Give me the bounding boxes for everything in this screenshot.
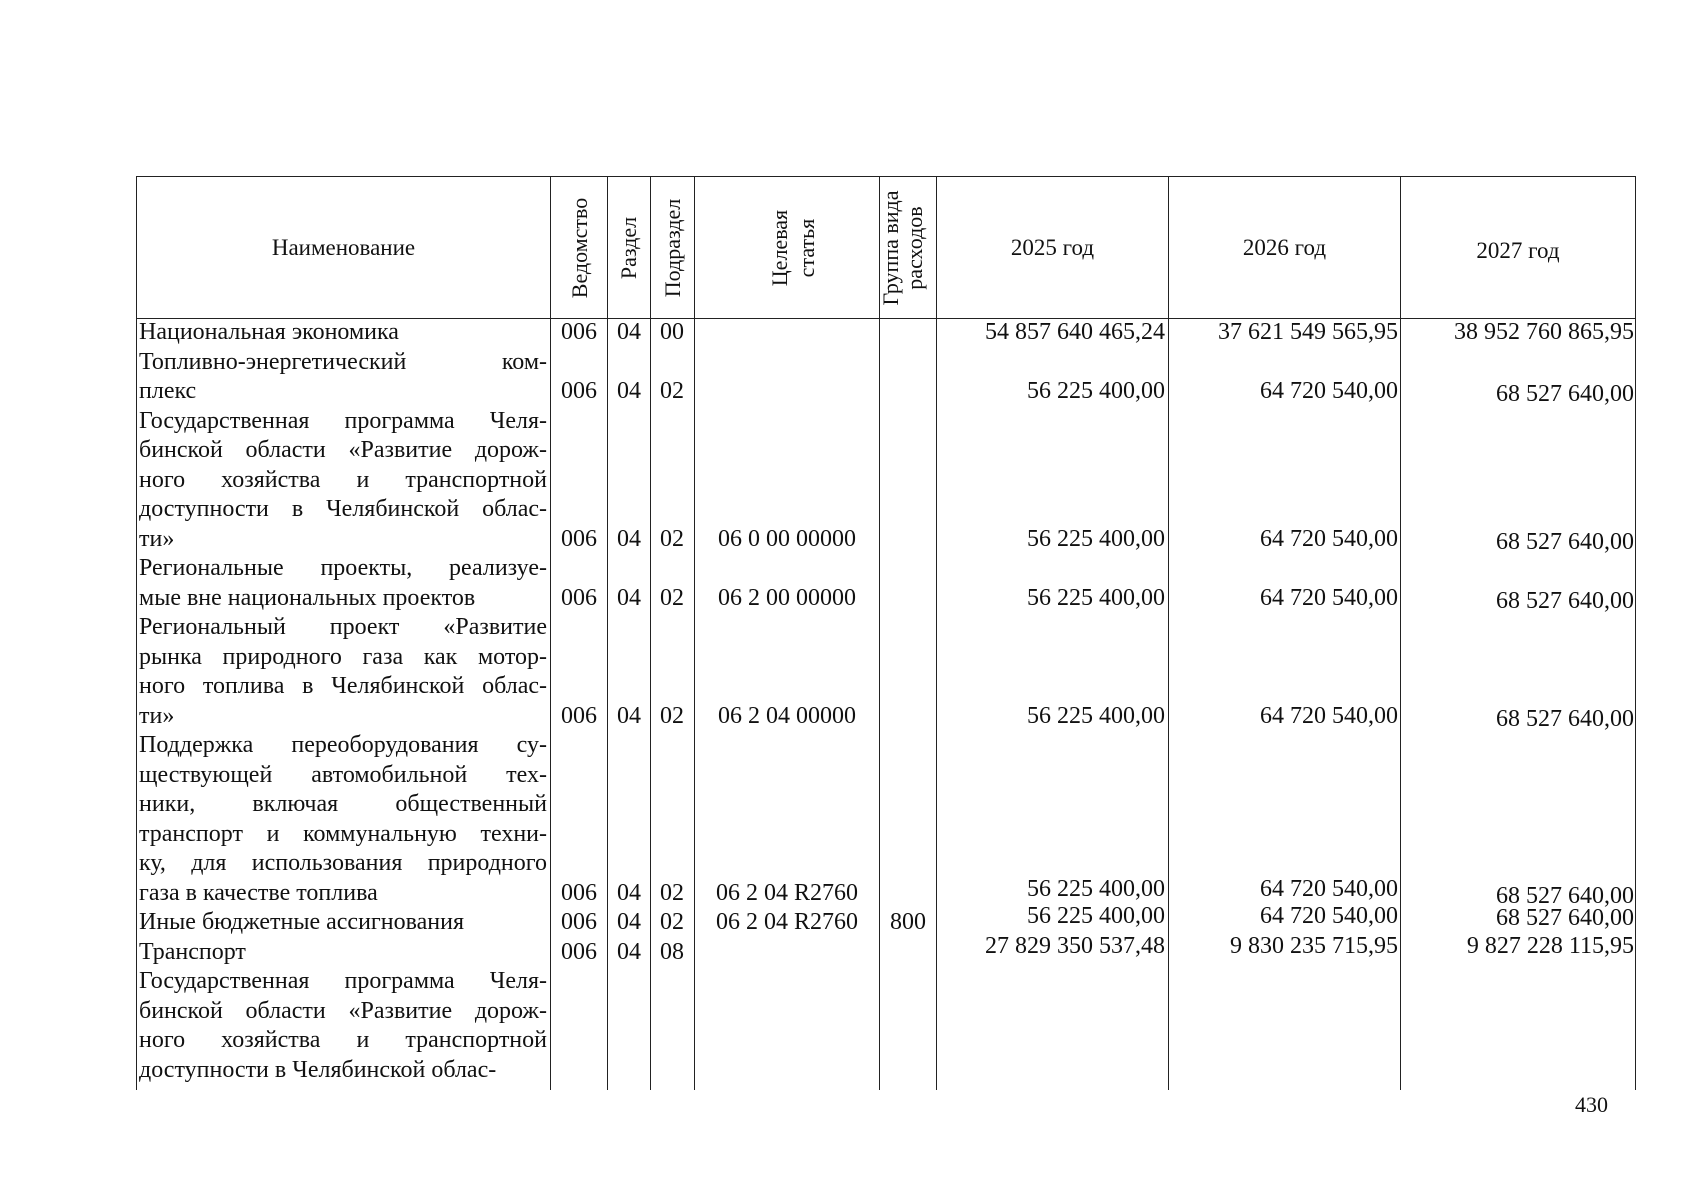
- row-subsection: 08: [660, 938, 684, 965]
- row-name-line: доступности в Челябинской облас-: [139, 1056, 497, 1083]
- header-subsection: Подраздел: [660, 198, 685, 298]
- row-name: [139, 407, 547, 555]
- col-divider-name: [550, 176, 551, 1090]
- row-name-line: мые вне национальных проектов: [139, 584, 476, 611]
- row-name-line: Поддержка переоборудования су-: [139, 732, 547, 758]
- header-section: Раздел: [616, 216, 641, 280]
- row-name-line: бинской области «Развитие дорож-: [139, 437, 547, 463]
- row-name-line: Региональный проект «Развитие: [139, 614, 547, 640]
- row-amount-2025: 27 829 350 537,48: [985, 932, 1165, 959]
- row-section: 04: [617, 909, 641, 935]
- row-amount-2026: 37 621 549 565,95: [1218, 319, 1398, 345]
- row-target-article: 06 2 00 00000: [718, 584, 856, 611]
- row-expense-group: 800: [890, 909, 926, 935]
- row-name-line: рынка природного газа как мотор-: [139, 643, 547, 670]
- header-2027: 2027 год: [1476, 237, 1560, 263]
- header-expense-group-line2: расходов: [902, 206, 927, 290]
- row-name-line: ти»: [139, 702, 175, 729]
- row-name-line: Топливно-энергетический ком-: [139, 348, 547, 375]
- row-department: 006: [561, 879, 597, 906]
- row-amount-2026: 64 720 540,00: [1260, 525, 1398, 552]
- row-name: [139, 908, 547, 938]
- row-name: [139, 318, 547, 348]
- row-name-line: ку, для использования природного: [139, 850, 547, 876]
- row-subsection: 02: [660, 909, 684, 935]
- row-name-line: Государственная программа Челя-: [139, 407, 547, 434]
- row-target-article: 06 0 00 00000: [718, 525, 856, 552]
- row-amount-2027: 68 527 640,00: [1496, 528, 1634, 555]
- header-expense-group-line1: Группа вида: [878, 190, 903, 306]
- row-name: [139, 967, 547, 1085]
- header-target-article-line2: статья: [794, 218, 819, 278]
- row-department: 006: [561, 378, 597, 404]
- row-section: 04: [617, 319, 641, 345]
- row-name-line: плекс: [139, 378, 197, 404]
- row-subsection: 00: [660, 319, 684, 345]
- row-name-line: Национальная экономика: [139, 319, 399, 345]
- row-section: 04: [617, 378, 641, 404]
- row-amount-2026: 64 720 540,00: [1260, 702, 1398, 729]
- row-name-line: ного топлива в Челябинской облас-: [139, 673, 547, 699]
- col-divider-section: [650, 176, 651, 1090]
- row-subsection: 02: [660, 702, 684, 729]
- col-divider-dept: [607, 176, 608, 1090]
- row-amount-2026: 64 720 540,00: [1260, 903, 1398, 929]
- row-amount-2025: 56 225 400,00: [1027, 702, 1165, 729]
- row-amount-2027: 38 952 760 865,95: [1454, 319, 1634, 345]
- row-name-line: ники, включая общественный: [139, 791, 547, 817]
- header-target-article-line1: Целевая: [767, 209, 792, 287]
- row-section: 04: [617, 879, 641, 906]
- row-section: 04: [617, 702, 641, 729]
- row-name-line: доступности в Челябинской облас-: [139, 496, 547, 522]
- header-name: Наименование: [271, 234, 416, 260]
- row-subsection: 02: [660, 525, 684, 552]
- row-name-line: ти»: [139, 525, 175, 552]
- row-amount-2026: 64 720 540,00: [1260, 875, 1398, 902]
- row-name-line: газа в качестве топлива: [139, 879, 378, 906]
- row-amount-2027: 9 827 228 115,95: [1466, 932, 1634, 959]
- row-subsection: 02: [660, 584, 684, 611]
- header-2025: 2025 год: [1010, 234, 1095, 260]
- row-section: 04: [617, 584, 641, 611]
- row-name-line: транспорт и коммунальную техни-: [139, 820, 547, 847]
- row-amount-2027: 68 527 640,00: [1496, 905, 1634, 931]
- row-department: 006: [561, 525, 597, 552]
- table-right-border: [1635, 176, 1636, 1090]
- row-subsection: 02: [660, 378, 684, 404]
- row-amount-2027: 68 527 640,00: [1496, 882, 1634, 909]
- row-amount-2027: 68 527 640,00: [1496, 587, 1634, 614]
- row-subsection: 02: [660, 879, 684, 906]
- row-amount-2025: 56 225 400,00: [1027, 378, 1165, 404]
- row-name-line: Региональные проекты, реализуе-: [139, 555, 547, 581]
- row-amount-2025: 56 225 400,00: [1027, 903, 1165, 929]
- row-name-line: ного хозяйства и транспортной: [139, 1027, 547, 1053]
- row-department: 006: [561, 909, 597, 935]
- row-name-line: Государственная программа Челя-: [139, 968, 547, 994]
- row-department: 006: [561, 584, 597, 611]
- row-amount-2026: 9 830 235 715,95: [1230, 932, 1398, 959]
- header-expense-group: [880, 177, 936, 318]
- row-name: [139, 938, 547, 968]
- row-name: [139, 613, 547, 731]
- row-name: [139, 554, 547, 613]
- header-department: Ведомство: [567, 197, 592, 299]
- row-amount-2026: 64 720 540,00: [1260, 584, 1398, 611]
- row-name-line: Транспорт: [139, 938, 246, 965]
- header-2026: 2026 год: [1242, 234, 1327, 260]
- row-name-line: бинской области «Развитие дорож-: [139, 997, 547, 1024]
- row-name-line: ществующей автомобильной тех-: [139, 761, 547, 788]
- row-name-line: Иные бюджетные ассигнования: [139, 909, 464, 935]
- row-section: 04: [617, 525, 641, 552]
- row-amount-2025: 56 225 400,00: [1027, 584, 1165, 611]
- row-name-line: ного хозяйства и транспортной: [139, 466, 547, 493]
- row-department: 006: [561, 702, 597, 729]
- row-amount-2027: 68 527 640,00: [1496, 705, 1634, 732]
- row-amount-2027: 68 527 640,00: [1496, 381, 1634, 407]
- row-target-article: 06 2 04 R2760: [715, 879, 858, 906]
- row-name: [139, 731, 547, 908]
- row-target-article: 06 2 04 R2760: [715, 909, 858, 935]
- row-name: [139, 348, 547, 407]
- row-amount-2025: 56 225 400,00: [1027, 525, 1165, 552]
- row-department: 006: [561, 319, 597, 345]
- header-target-article: [695, 177, 879, 318]
- row-amount-2025: 54 857 640 465,24: [985, 319, 1165, 345]
- page-number: 430: [1575, 1092, 1608, 1117]
- row-target-article: 06 2 04 00000: [718, 702, 856, 729]
- row-amount-2025: 56 225 400,00: [1027, 875, 1165, 902]
- row-department: 006: [561, 938, 597, 965]
- row-amount-2026: 64 720 540,00: [1260, 378, 1398, 404]
- row-section: 04: [617, 938, 641, 965]
